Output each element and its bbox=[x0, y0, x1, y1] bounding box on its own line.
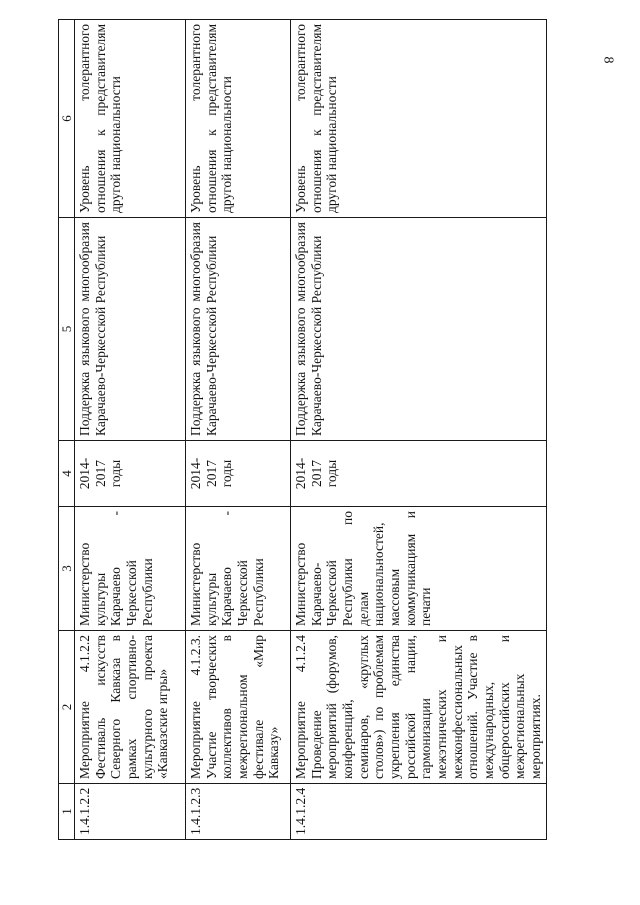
period: 2014-2017 годы bbox=[291, 441, 547, 507]
rotated-table-container bbox=[58, 20, 578, 840]
column-number: 2 bbox=[59, 631, 75, 784]
expected-result: Поддержка языкового многообразия Карачаево-Черкесской Республики bbox=[75, 218, 186, 441]
column-number: 1 bbox=[59, 784, 75, 840]
page-number: 8 bbox=[600, 56, 616, 64]
row-code: 1.4.1.2.2 bbox=[75, 784, 186, 840]
executor: Министерство культуры Карачаево - Черкесской Республики bbox=[75, 507, 186, 631]
indicator: Уровень толерантного отношения к представителям другой национальности bbox=[186, 20, 291, 218]
event-name: Мероприятие 4.1.2.2 Фестиваль искусств Северного Кавказа в рамках спортивно-культурного проекта «Кавказские игры» bbox=[75, 631, 186, 784]
executor: Министерство культуры Карачаево - Черкесской Республики bbox=[186, 507, 291, 631]
indicator: Уровень толерантного отношения к представителям другой национальности bbox=[75, 20, 186, 218]
event-name: Мероприятие 4.1.2.3. Участие творческих коллективов в межрегиональном фестивале «Мир Кавказу» bbox=[186, 631, 291, 784]
indicator: Уровень толерантного отношения к представителям другой национальности bbox=[291, 20, 547, 218]
column-number: 5 bbox=[59, 218, 75, 441]
table-row bbox=[291, 20, 547, 840]
row-code: 1.4.1.2.3 bbox=[186, 784, 291, 840]
table-row bbox=[75, 20, 186, 840]
events-table bbox=[58, 19, 547, 840]
column-number-row bbox=[59, 20, 75, 840]
column-number: 3 bbox=[59, 507, 75, 631]
row-code: 1.4.1.2.4 bbox=[291, 784, 547, 840]
executor: Министерство Карачаево-Черкесской Республики по делам национальностей, массовым коммуникациям и печати bbox=[291, 507, 547, 631]
expected-result: Поддержка языкового многообразия Карачаево-Черкесской Республики bbox=[186, 218, 291, 441]
period: 2014-2017 годы bbox=[186, 441, 291, 507]
period: 2014-2017 годы bbox=[75, 441, 186, 507]
column-number: 6 bbox=[59, 20, 75, 218]
column-number: 4 bbox=[59, 441, 75, 507]
table-row bbox=[186, 20, 291, 840]
expected-result: Поддержка языкового многообразия Карачаево-Черкесской Республики bbox=[291, 218, 547, 441]
event-name: Мероприятие 4.1.2.4 Проведение мероприятий (форумов, конференций, семинаров, «круглых столов») по проблемам укрепления единства российской нации, гармонизации межэтнических и межконфессиональных отношений. Участие в международных, общероссийских и межрегиональных мероприятиях. bbox=[291, 631, 547, 784]
